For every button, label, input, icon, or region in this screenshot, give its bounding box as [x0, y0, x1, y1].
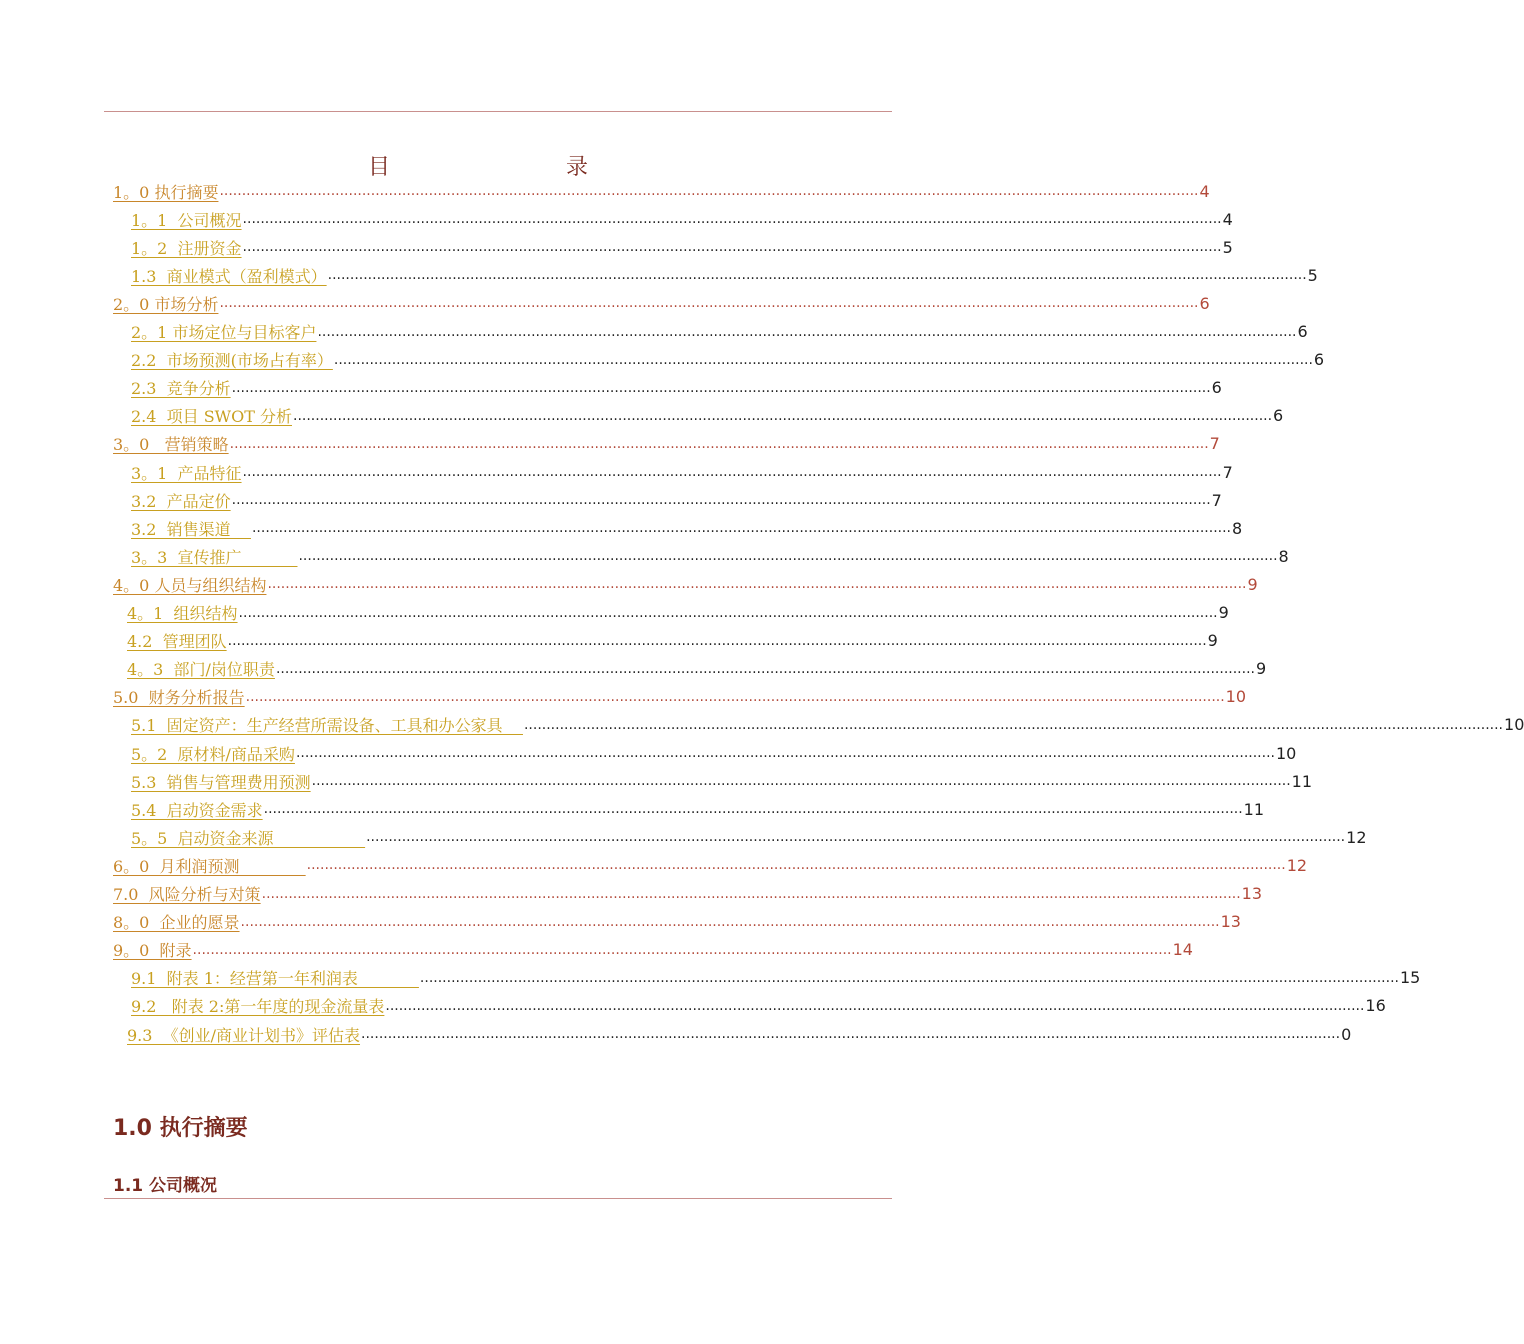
- toc-entry-label[interactable]: 2.4 项目 SWOT 分析: [131, 407, 292, 427]
- toc-entry[interactable]: [127, 599, 1229, 627]
- toc-entry[interactable]: [131, 318, 1308, 346]
- toc-leader-dots: ............................................................................................................................................................................................................................: [523, 716, 1504, 733]
- toc-entry-label[interactable]: 2。0 市场分析: [113, 294, 219, 314]
- toc-entry[interactable]: [131, 514, 1243, 542]
- toc-entry[interactable]: [131, 823, 1367, 851]
- toc-page-number: 11: [1243, 799, 1265, 819]
- toc-entry-label[interactable]: 9.1 附表 1：经营第一年利润表: [131, 969, 419, 989]
- toc-leader-dots: ............................................................................................................................................................................................................................: [419, 969, 1399, 986]
- toc-leader-dots: ............................................................................................................................................................................................................................: [231, 492, 1211, 509]
- toc-page-number: 6: [1211, 378, 1222, 398]
- toc-entry[interactable]: [131, 233, 1233, 261]
- toc-page-number: 11: [1291, 771, 1313, 791]
- toc-entry[interactable]: [131, 261, 1318, 289]
- toc-leader-dots: ............................................................................................................................................................................................................................: [267, 576, 1247, 593]
- toc-page-number: 6: [1297, 322, 1308, 341]
- toc-entry-label[interactable]: 5。2 原材料/商品采购: [131, 744, 295, 764]
- toc-entry[interactable]: [131, 402, 1284, 430]
- section-heading: 1.0 执行摘要: [113, 1116, 248, 1141]
- toc-leader-dots: ............................................................................................................................................................................................................................: [298, 548, 1278, 565]
- toc-entry[interactable]: [131, 542, 1289, 570]
- toc-page-number: 8: [1278, 546, 1289, 566]
- footer-rule: [104, 1198, 892, 1199]
- toc-entry-label[interactable]: 5.3 销售与管理费用预测: [131, 772, 311, 792]
- toc-page-number: 10: [1275, 743, 1297, 763]
- toc-entry[interactable]: [131, 486, 1222, 514]
- toc-page-number: 12: [1286, 855, 1308, 875]
- toc-entry-label[interactable]: 1。1 公司概况: [131, 210, 242, 230]
- toc-leader-dots: ............................................................................................................................................................................................................................: [219, 183, 1199, 199]
- toc-page-number: 14: [1172, 940, 1193, 960]
- toc-entry-label[interactable]: 1。2 注册资金: [131, 238, 242, 258]
- toc-leader-dots: ............................................................................................................................................................................................................................: [261, 885, 1241, 902]
- toc-leader-dots: ............................................................................................................................................................................................................................: [293, 407, 1273, 424]
- toc-entry-label[interactable]: 7.0 风险分析与对策: [113, 885, 261, 904]
- toc-entry-label[interactable]: 9.2 附表 2:第一年度的现金流量表: [131, 997, 385, 1017]
- toc-leader-dots: ............................................................................................................................................................................................................................: [333, 351, 1313, 368]
- toc-entry[interactable]: [131, 795, 1265, 823]
- toc-page-number: 7: [1209, 434, 1220, 454]
- toc-page-number: 8: [1232, 518, 1243, 538]
- toc-entry-label[interactable]: 9。0 附录: [113, 941, 192, 961]
- toc-page-number: 5: [1222, 237, 1233, 257]
- toc-page-number: 7: [1211, 490, 1222, 510]
- toc-entry[interactable]: [131, 346, 1325, 374]
- toc-leader-dots: ............................................................................................................................................................................................................................: [327, 267, 1307, 284]
- toc-leader-dots: ............................................................................................................................................................................................................................: [295, 745, 1275, 761]
- toc-entry-label[interactable]: 3.2 销售渠道: [131, 519, 251, 539]
- toc-leader-dots: ............................................................................................................................................................................................................................: [238, 604, 1218, 621]
- toc-entry-label[interactable]: 2.2 市场预测(市场占有率）: [131, 351, 333, 371]
- toc-entry[interactable]: [113, 880, 1263, 908]
- toc-page-number: 4: [1222, 209, 1233, 229]
- toc-entry[interactable]: [127, 627, 1218, 655]
- toc-leader-dots: ............................................................................................................................................................................................................................: [366, 829, 1346, 846]
- toc-leader-dots: ............................................................................................................................................................................................................................: [311, 773, 1291, 790]
- toc-entry[interactable]: [113, 683, 1247, 711]
- toc-entry-label[interactable]: 3。3 宣传推广: [131, 547, 298, 567]
- toc-leader-dots: ............................................................................................................................................................................................................................: [251, 520, 1232, 537]
- toc-leader-dots: ............................................................................................................................................................................................................................: [219, 295, 1199, 312]
- toc-entry[interactable]: [113, 570, 1258, 598]
- toc-page-number: 15: [1399, 968, 1421, 988]
- toc-entry[interactable]: [131, 767, 1313, 795]
- toc-entry[interactable]: [113, 289, 1210, 317]
- toc-page-number: 16: [1365, 996, 1386, 1016]
- toc-page-number: 13: [1241, 884, 1263, 903]
- toc-entry-label[interactable]: 8。0 企业的愿景: [113, 913, 240, 933]
- toc-page-number: 7: [1222, 462, 1233, 482]
- toc-entry-label[interactable]: 5.0 财务分析报告: [113, 688, 245, 708]
- toc-entry[interactable]: [131, 992, 1386, 1020]
- toc-page-number: 0: [1341, 1024, 1352, 1044]
- toc-page-number: 6: [1313, 350, 1325, 370]
- subsection-heading: 1.1 公司概况: [113, 1176, 218, 1196]
- toc-entry-label[interactable]: 9.3 《创业/商业计划书》评估表: [127, 1025, 361, 1045]
- toc-leader-dots: ............................................................................................................................................................................................................................: [263, 801, 1243, 818]
- toc-page-number: 4: [1199, 181, 1210, 201]
- toc-entry[interactable]: [131, 458, 1233, 486]
- toc-entry[interactable]: [131, 711, 1524, 739]
- toc-entry-label[interactable]: 5.1 固定资产：生产经营所需设备、工具和办公家具: [131, 716, 523, 736]
- toc-entry[interactable]: [113, 908, 1241, 936]
- toc-page-number: 9: [1218, 603, 1229, 622]
- toc-leader-dots: ............................................................................................................................................................................................................................: [385, 997, 1365, 1014]
- toc-entry[interactable]: [131, 374, 1222, 402]
- toc-entry[interactable]: [113, 936, 1193, 964]
- toc-entry-label[interactable]: 3.2 产品定价: [131, 491, 231, 511]
- toc-entry-label[interactable]: 2。1 市场定位与目标客户: [131, 323, 317, 342]
- toc-entry-label[interactable]: 3。1 产品特征: [131, 463, 242, 483]
- toc-leader-dots: ............................................................................................................................................................................................................................: [317, 323, 1297, 340]
- toc-entry-label[interactable]: 5.4 启动资金需求: [131, 800, 263, 820]
- toc-leader-dots: ............................................................................................................................................................................................................................: [227, 632, 1207, 649]
- toc-entry-label[interactable]: 4.2 管理团队: [127, 632, 227, 652]
- toc-entry[interactable]: [127, 655, 1267, 683]
- toc-leader-dots: ............................................................................................................................................................................................................................: [242, 464, 1222, 480]
- toc-leader-dots: ............................................................................................................................................................................................................................: [229, 435, 1209, 452]
- toc-leader-dots: ............................................................................................................................................................................................................................: [306, 857, 1286, 874]
- toc-leader-dots: ............................................................................................................................................................................................................................: [275, 660, 1255, 677]
- toc-page-number: 6: [1199, 293, 1210, 313]
- toc-leader-dots: ............................................................................................................................................................................................................................: [245, 688, 1225, 705]
- toc-entry-label[interactable]: 4。1 组织结构: [127, 604, 238, 623]
- toc-title: 目 录: [367, 155, 632, 180]
- toc-page-number: 6: [1273, 406, 1284, 426]
- toc-entry-label[interactable]: 1.3 商业模式（盈利模式）: [131, 266, 327, 286]
- toc-leader-dots: ............................................................................................................................................................................................................................: [361, 1026, 1341, 1042]
- toc-entry[interactable]: [131, 205, 1233, 233]
- toc-entry-label[interactable]: 4。0 人员与组织结构: [113, 575, 267, 595]
- toc-leader-dots: ............................................................................................................................................................................................................................: [231, 379, 1211, 396]
- toc-entry[interactable]: [131, 964, 1421, 992]
- toc-entry-label[interactable]: 1。0 执行摘要: [113, 182, 219, 202]
- toc-page-number: 9: [1207, 631, 1218, 651]
- toc-page-number: 9: [1247, 574, 1258, 594]
- toc-page-number: 9: [1255, 659, 1267, 679]
- toc-page-number: 10: [1504, 715, 1524, 735]
- toc-entry-label[interactable]: 4。3 部门/岗位职责: [127, 660, 275, 680]
- toc-leader-dots: ............................................................................................................................................................................................................................: [242, 211, 1222, 228]
- toc-entry[interactable]: [113, 177, 1210, 205]
- toc-page-number: 12: [1346, 827, 1367, 847]
- toc-entry[interactable]: [127, 1020, 1352, 1048]
- toc-entry-label[interactable]: 3。0 营销策略: [113, 435, 229, 455]
- toc-entry-label[interactable]: 2.3 竞争分析: [131, 379, 231, 399]
- toc-entry-label[interactable]: 6。0 月利润预测: [113, 856, 306, 876]
- toc-leader-dots: ............................................................................................................................................................................................................................: [192, 941, 1172, 958]
- toc-page-number: 10: [1225, 687, 1247, 707]
- header-rule: [104, 111, 892, 112]
- toc-entry[interactable]: [113, 851, 1308, 879]
- toc-entry-label[interactable]: 5。5 启动资金来源: [131, 828, 366, 848]
- toc-page-number: 13: [1220, 912, 1241, 932]
- toc-leader-dots: ............................................................................................................................................................................................................................: [240, 913, 1220, 930]
- toc-entry[interactable]: [113, 430, 1220, 458]
- toc-leader-dots: ............................................................................................................................................................................................................................: [242, 239, 1222, 256]
- toc-entry[interactable]: [131, 739, 1297, 767]
- toc-page-number: 5: [1307, 265, 1318, 285]
